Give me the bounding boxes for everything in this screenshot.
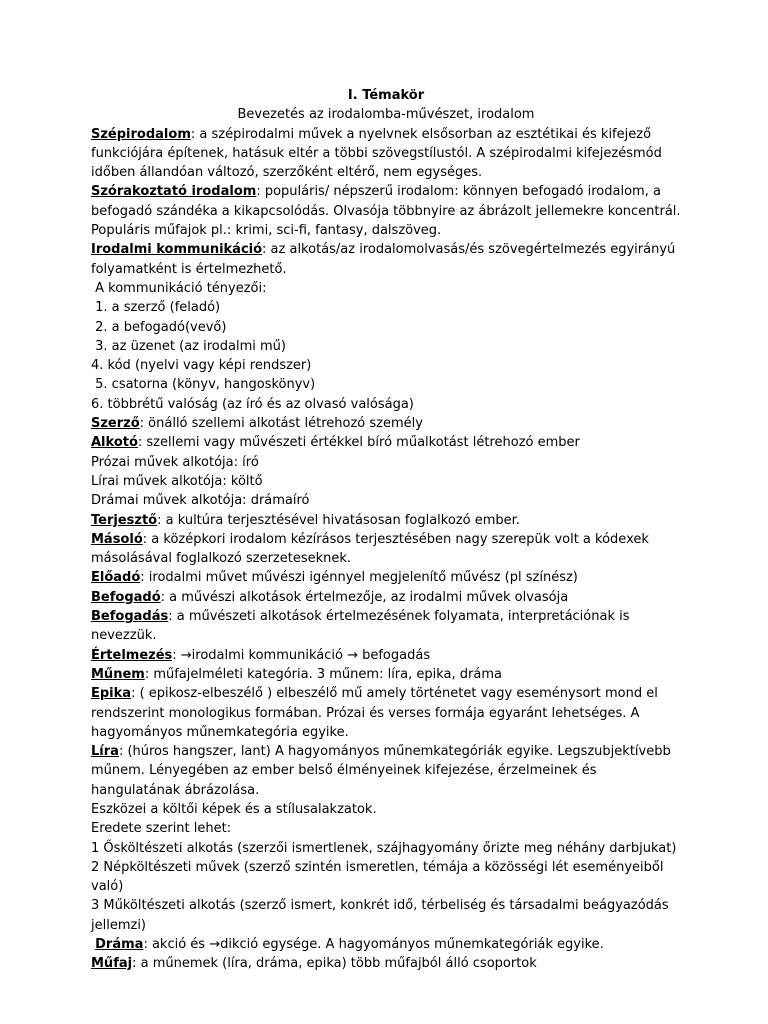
term-label: Műfaj bbox=[91, 956, 133, 972]
definition-text: : irodalmi művet művészi igénnyel megjelenítő művész (pl színész) bbox=[140, 570, 578, 586]
definition-masolo bbox=[91, 530, 681, 569]
definition-szerzo bbox=[91, 414, 681, 433]
definition-text: : ( epikosz-elbeszélő ) elbeszélő mű amely történetet vagy eseménysort mond el rendszerint monologikus formában. Prózai és verses formája egyaránt lehetséges. A hagyományos műnemkategória egyike. bbox=[91, 686, 658, 740]
list-item: Drámai művek alkotója: drámaíró bbox=[91, 493, 310, 509]
list-item: 3. az üzenet (az irodalmi mű) bbox=[91, 338, 286, 354]
definition-lira bbox=[91, 742, 681, 800]
list-item: 4. kód (nyelvi vagy képi rendszer) bbox=[91, 358, 312, 374]
list-item: 2. a befogadó(vevő) bbox=[91, 319, 227, 335]
page-subtitle: Bevezetés az irodalomba-művészet, irodalom bbox=[237, 107, 535, 123]
definition-szepirodalom bbox=[91, 125, 681, 183]
term-label: Szépirodalom bbox=[91, 126, 191, 142]
definition-text: : (húros hangszer, lant) A hagyományos műnemkategóriák egyike. Legszubjektívebb műnem. Lényegében az ember belső élményeinek kifejezése, érzelmeinek és hangulatának ábrázolása. bbox=[91, 744, 671, 798]
definition-ertelmezes bbox=[91, 646, 681, 665]
definition-irodalmi-kommunikacio bbox=[91, 240, 681, 279]
list-item: Eszközei a költői képek és a stílusalakzatok. bbox=[91, 801, 377, 817]
document-page bbox=[91, 86, 681, 974]
term-label: Befogadó bbox=[91, 589, 161, 605]
definition-szorakoztato-irodalom bbox=[91, 182, 681, 240]
list-item: Lírai művek alkotója: költő bbox=[91, 473, 263, 489]
list-item: 2 Népköltészeti művek (szerző szintén ismeretlen, témája a közösségi lét eseményeiből való) bbox=[91, 859, 664, 895]
tenyezok-heading: A kommunikáció tényezői: bbox=[91, 280, 267, 296]
definition-text: : a szépirodalmi művek a nyelvnek elsősorban az esztétikai és kifejező funkciójára építenek, hatásuk eltér a többi szövegstílustól. A szépirodalmi kifejezésmód időben állandóan változó, szerzőként eltérő, nem egységes. bbox=[91, 126, 662, 181]
definition-text: : a művészi alkotások értelmezője, az irodalmi művek olvasója bbox=[160, 589, 569, 605]
definition-alkoto bbox=[91, 433, 681, 452]
definition-eloado bbox=[91, 568, 681, 587]
term-label: Terjesztő bbox=[91, 512, 158, 528]
definition-text: : az alkotás/az irodalomolvasás/és szövegértelmezés egyirányú folyamatként is értelmezhető. bbox=[91, 242, 676, 277]
term-label: Líra bbox=[91, 744, 119, 760]
list-item: 6. többrétű valóság (az író és az olvasó valósága) bbox=[91, 396, 414, 412]
definition-text: : önálló szellemi alkotást létrehozó személy bbox=[139, 416, 423, 432]
definition-epika bbox=[91, 684, 681, 742]
definition-text: : a műnemek (líra, dráma, epika) több műfajból álló csoportok bbox=[132, 956, 537, 972]
list-item: 5. csatorna (könyv, hangoskönyv) bbox=[91, 377, 316, 393]
term-label: Előadó bbox=[91, 570, 141, 586]
list-item: 3 Műköltészeti alkotás (szerző ismert, konkrét idő, térbeliség és társadalmi beágyazódás jellemzi) bbox=[91, 898, 669, 933]
page-title: I. Témakör bbox=[347, 88, 425, 103]
list-item: 1. a szerző (feladó) bbox=[91, 300, 221, 316]
term-label: Szerző bbox=[91, 416, 140, 432]
list-item: Eredete szerint lehet: bbox=[91, 821, 232, 837]
term-label: Másoló bbox=[91, 531, 143, 547]
term-label: Epika bbox=[91, 686, 132, 702]
definition-terjeszto bbox=[91, 511, 681, 530]
definition-text: : a művészeti alkotások értelmezésének folyamata, interpretációnak is nevezzük. bbox=[91, 609, 630, 644]
definition-text: : szellemi vagy művészeti értékkel bíró műalkotást létrehozó ember bbox=[137, 435, 580, 451]
definition-text: : akció és →dikció egysége. A hagyományos műnemkategóriák egyike. bbox=[143, 937, 604, 953]
definition-text: : →irodalmi kommunikáció → befogadás bbox=[172, 647, 431, 663]
definition-mufaj bbox=[91, 954, 681, 973]
term-label: Irodalmi kommunikáció bbox=[91, 242, 263, 258]
term-label: Befogadás bbox=[91, 609, 169, 625]
definition-munem bbox=[91, 665, 681, 684]
term-label: Értelmezés bbox=[91, 647, 173, 663]
definition-text: : a középkori irodalom kézírásos terjesztésében nagy szerepük volt a kódexek másolásával foglalkozó szerzeteseknek. bbox=[91, 531, 649, 567]
definition-text: : populáris/ népszerű irodalom: könnyen befogadó irodalom, a befogadó szándéka a kikapcsolódás. Olvasója többnyire az ábrázolt jellemekre koncentrál. Populáris műfajok pl.: krimi, sci-fi, fantasy, dalszöveg. bbox=[91, 184, 681, 239]
term-label: Alkotó bbox=[91, 435, 138, 451]
definition-text: : műfajelméleti kategória. 3 műnem: líra, epika, dráma bbox=[144, 666, 502, 682]
definition-befogadas bbox=[91, 607, 681, 646]
definition-drama bbox=[91, 935, 681, 954]
definition-befogado bbox=[91, 588, 681, 607]
term-label: Dráma bbox=[95, 937, 144, 953]
term-label: Műnem bbox=[91, 666, 145, 682]
term-label: Szórakoztató irodalom bbox=[91, 184, 257, 200]
list-item: 1 Ősköltészeti alkotás (szerzői ismertlenek, szájhagyomány őrizte meg néhány darbjukat) bbox=[91, 840, 677, 856]
list-item: Prózai művek alkotója: író bbox=[91, 454, 259, 470]
definition-text: : a kultúra terjesztésével hivatásosan foglalkozó ember. bbox=[157, 512, 520, 528]
